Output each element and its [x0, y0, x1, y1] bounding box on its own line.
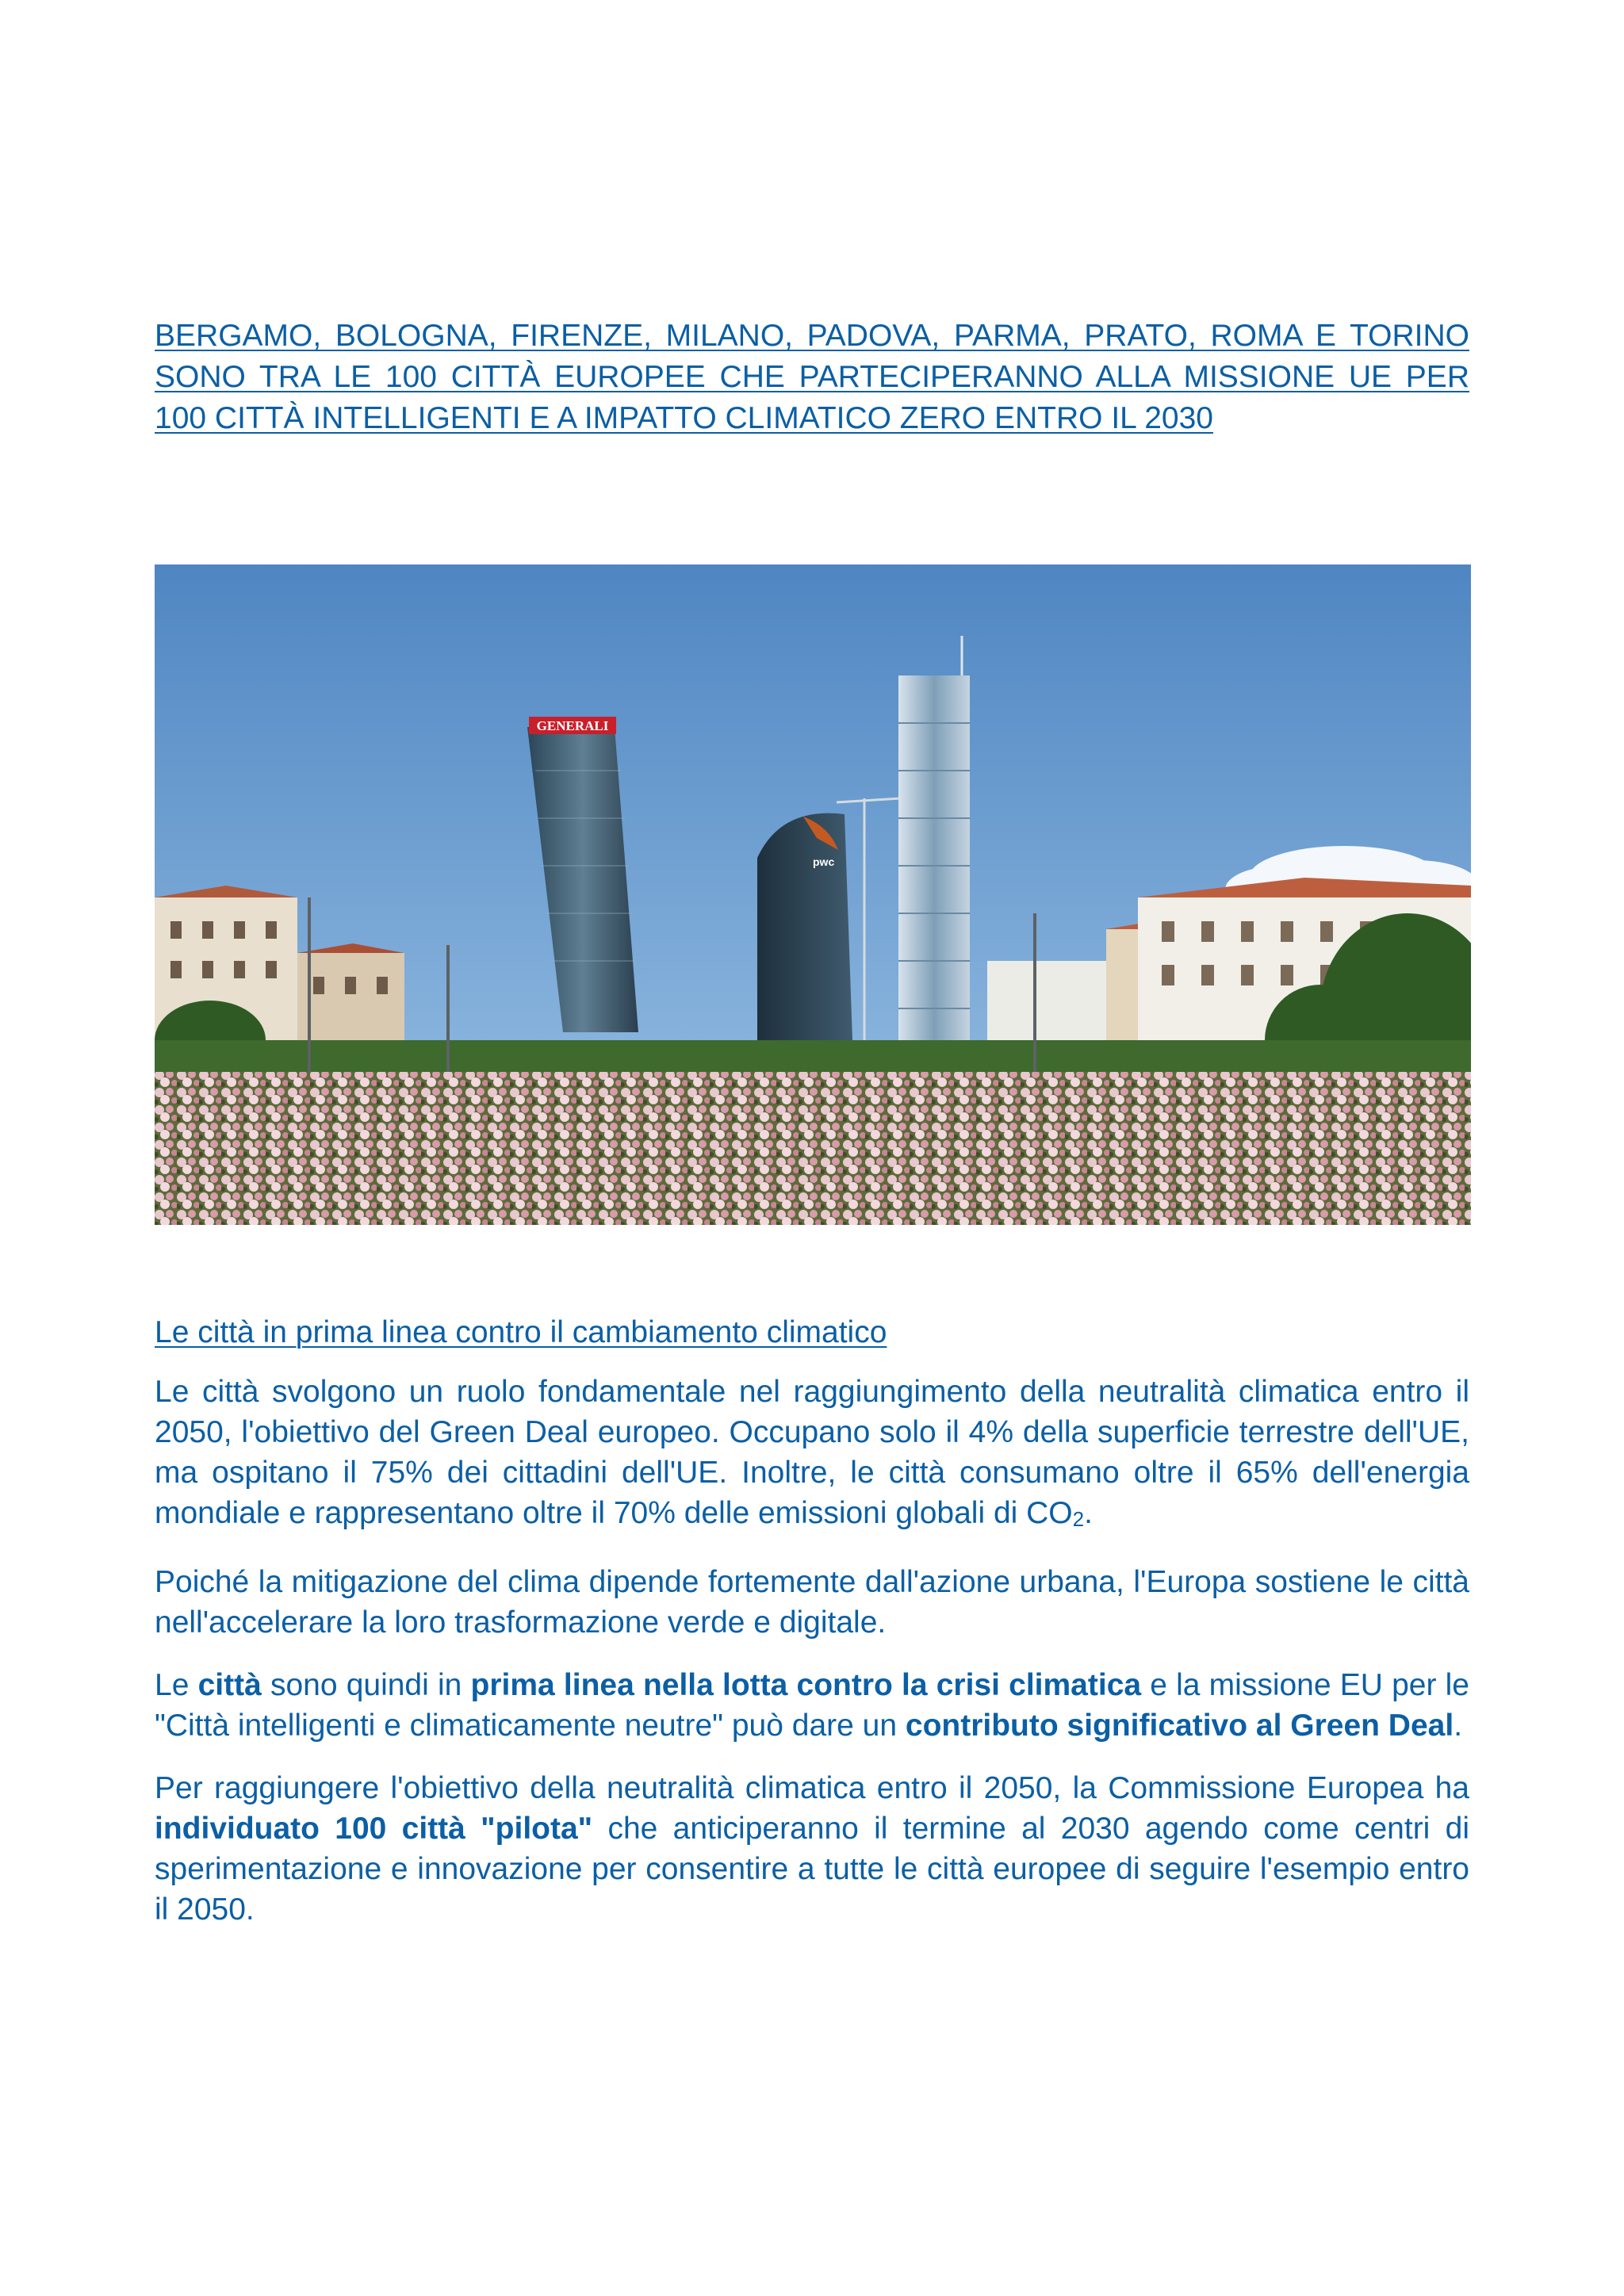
paragraph-4: Per raggiungere l'obiettivo della neutralità climatica entro il 2050, la Commissione Europea ha individuato 100 città "pilota" che anticiperanno il termine al 2030 agendo come centri di sperimentazione e innovazione per consentire a tutte le città europee di seguire l'esempio entro il 2050. [155, 1771, 1470, 1927]
section-heading-link[interactable]: Le città in prima linea contro il cambiamento climatico [155, 1315, 887, 1349]
allianz-tower [898, 636, 970, 1048]
paragraph-3: Le città sono quindi in prima linea nella lotta contro la crisi climatica e la missione EU per le "Città intelligenti e climaticamente neutre" può dare un contributo significativo al Green Deal. [155, 1668, 1469, 1743]
svg-text:pwc: pwc [813, 855, 835, 868]
pwc-tower [757, 813, 852, 1040]
flower-bed [155, 1072, 1471, 1225]
headline-link[interactable]: BERGAMO, BOLOGNA, FIRENZE, MILANO, PADOVA, PARMA, PRATO, ROMA E TORINO SONO TRA LE 100 CITTÀ EUROPEE CHE PARTECIPERANNO ALLA MISSIONE UE PER 100 CITTÀ INTELLIGENTI E A IMPATTO CLIMATICO ZERO ENTRO IL 2030 [155, 319, 1469, 435]
paragraph-1: Le città svolgono un ruolo fondamentale nel raggiungimento della neutralità climatica entro il 2050, l'obiettivo del Green Deal europeo. Occupano solo il 4% della superficie terrestre dell'UE, ma ospitano il 75% dei cittadini dell'UE. Inoltre, le città consumano oltre il 65% dell'energia mondiale e rappresentano oltre il 70% delle emissioni globali di $CO_2$. [155, 1375, 1469, 1531]
article-body [155, 1372, 1469, 1952]
svg-text:GENERALI: GENERALI [536, 718, 609, 733]
cityscape-photo [155, 564, 1471, 1225]
paragraph-2: Poiché la mitigazione del clima dipende fortemente dall'azione urbana, l'Europa sostiene le città nell'accelerare la loro trasformazione verde e digitale. [155, 1565, 1469, 1640]
